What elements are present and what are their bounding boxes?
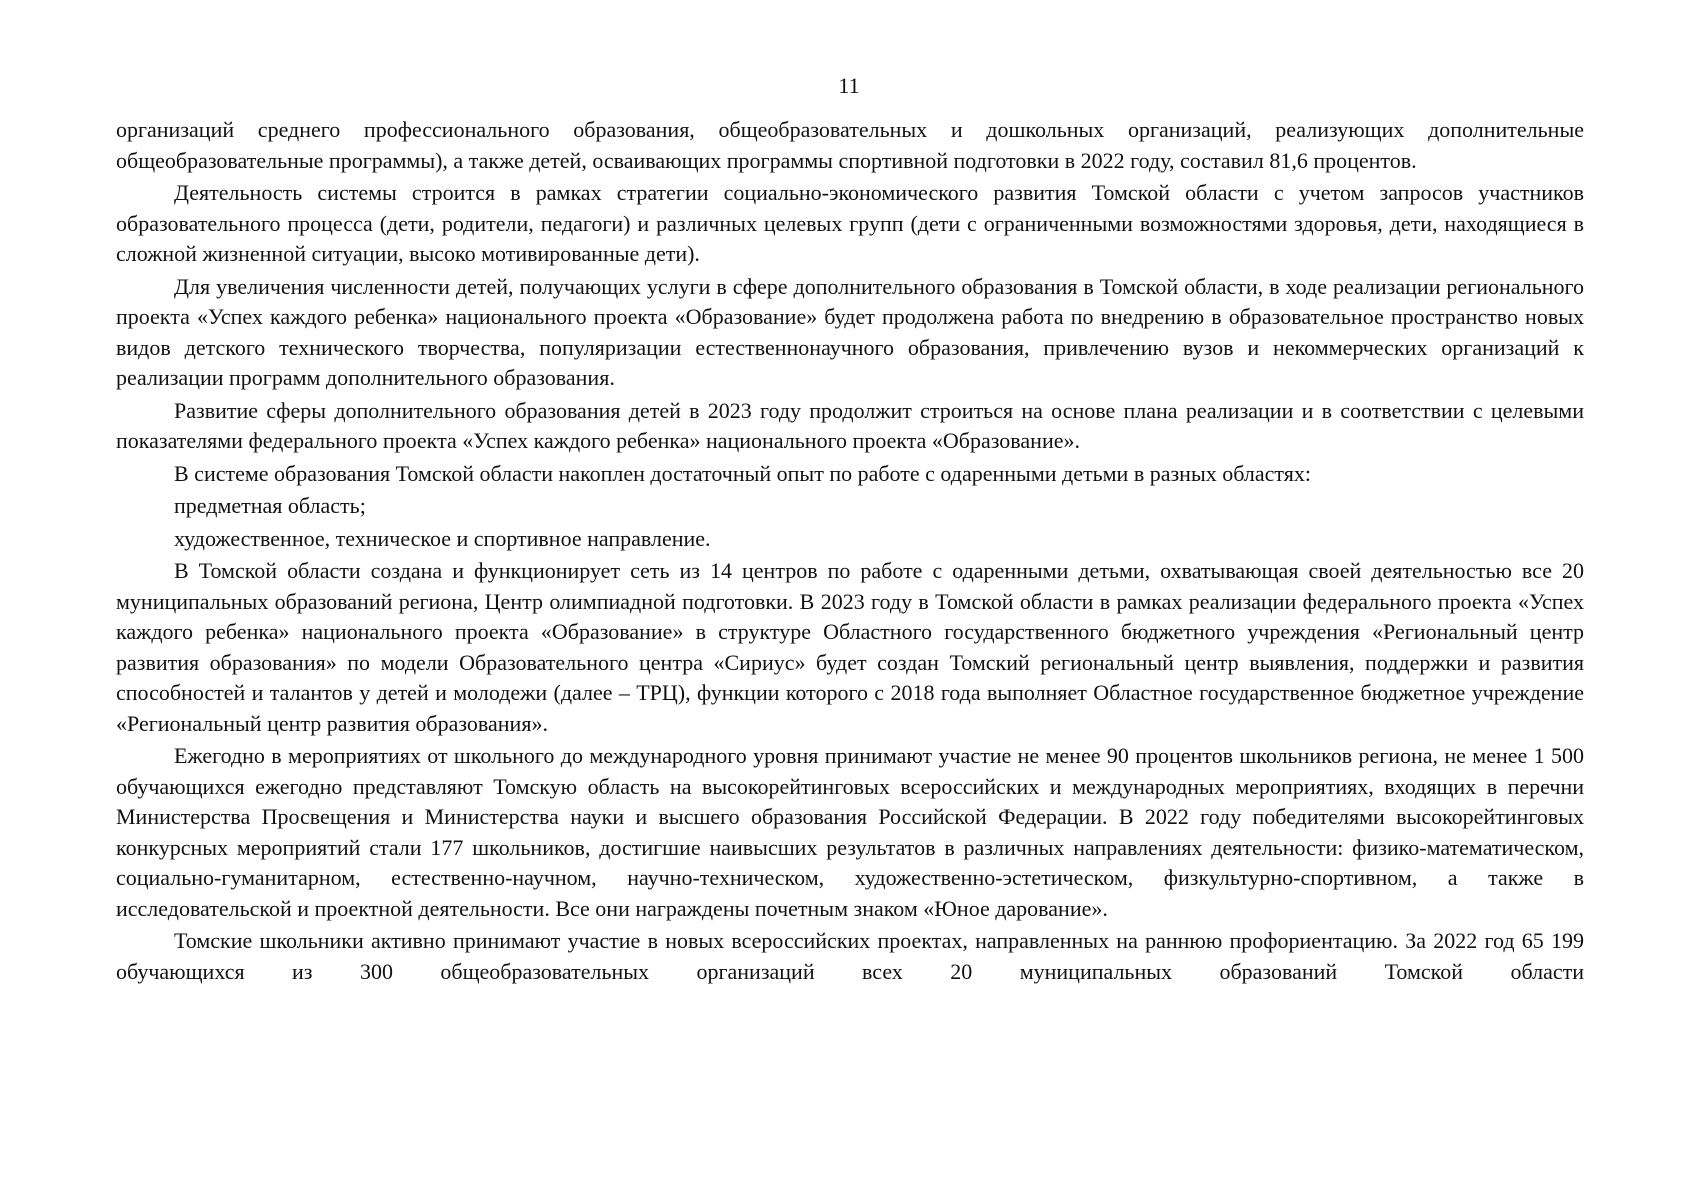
document-body xyxy=(116,115,1584,989)
page-number: 11 xyxy=(838,73,860,98)
paragraph-3: Для увеличения численности детей, получающих услуги в сфере дополнительного образования в Томской области, в ходе реализации регионального проекта «Успех каждого ребенка» национального проекта «Образование» будет продолжена работа по внедрению в образовательное пространство новых видов детского технического творчества, популяризации естественнонаучного образования, привлечению вузов и некоммерческих организаций к реализации программ дополнительного образования. xyxy=(116,273,1584,390)
paragraph-7: Ежегодно в мероприятиях от школьного до международного уровня принимают участие не менее 90 процентов школьников региона, не менее 1 500 обучающихся ежегодно представляют Томскую область на высокорейтинговых всероссийских и международных мероприятиях, входящих в перечни Министерства Просвещения и Министерства науки и высшего образования Российской Федерации. В 2022 году победителями высокорейтинговых конкурсных мероприятий стали 177 школьников, достигшие наивысших результатов в различных направлениях деятельности: физико-математическом, социально-гуманитарном, естественно-научном, научно-техническом, художественно-эстетическом, физкультурно-спортивном, а также в исследовательской и проектной деятельности. Все они награждены почетным знаком «Юное дарование». xyxy=(116,743,1584,921)
paragraph-4: Развитие сферы дополнительного образования детей в 2023 году продолжит строиться на основе плана реализации и в соответствии с целевыми показателями федерального проекта «Успех каждого ребенка» национального проекта «Образование». xyxy=(116,397,1584,453)
paragraph-1: организаций среднего профессионального образования, общеобразовательных и дошкольных организаций, реализующих дополнительные общеобразовательные программы), а также детей, осваивающих программы спортивной подготовки в 2022 году, составил 81,6 процентов. xyxy=(116,117,1584,173)
list-item-arts-technical-sports: художественное, техническое и спортивное направление. xyxy=(174,525,711,551)
paragraph-2: Деятельность системы строится в рамках стратегии социально-экономического развития Томской области с учетом запросов участников образовательного процесса (дети, родители, педагоги) и различных целевых групп (дети с ограниченными возможностями здоровья, дети, находящиеся в сложной жизненной ситуации, высоко мотивированные дети). xyxy=(116,180,1584,266)
paragraph-6: В Томской области создана и функционирует сеть из 14 центров по работе с одаренными детьми, охватывающая своей деятельностью все 20 муниципальных образований региона, Центр олимпиадной подготовки. В 2023 году в Томской области в рамках реализации федерального проекта «Успех каждого ребенка» национального проекта «Образование» в структуре Областного государственного бюджетного учреждения «Региональный центр развития образования» по модели Образовательного центра «Сириус» будет создан Томский региональный центр выявления, поддержки и развития способностей и талантов у детей и молодежи (далее – ТРЦ), функции которого с 2018 года выполняет Областное государственное бюджетное учреждение «Региональный центр развития образования». xyxy=(116,558,1584,736)
paragraph-5: В системе образования Томской области накоплен достаточный опыт по работе с одаренными детьми в разных областях: xyxy=(174,460,1311,486)
paragraph-8: Томские школьники активно принимают участие в новых всероссийских проектах, направленных на раннюю профориентацию. За 2022 год 65 199 обучающихся из 300 общеобразовательных организаций всех 20 муниципальных образований Томской области xyxy=(116,928,1584,984)
list-item-subject-area: предметная область; xyxy=(174,493,366,518)
